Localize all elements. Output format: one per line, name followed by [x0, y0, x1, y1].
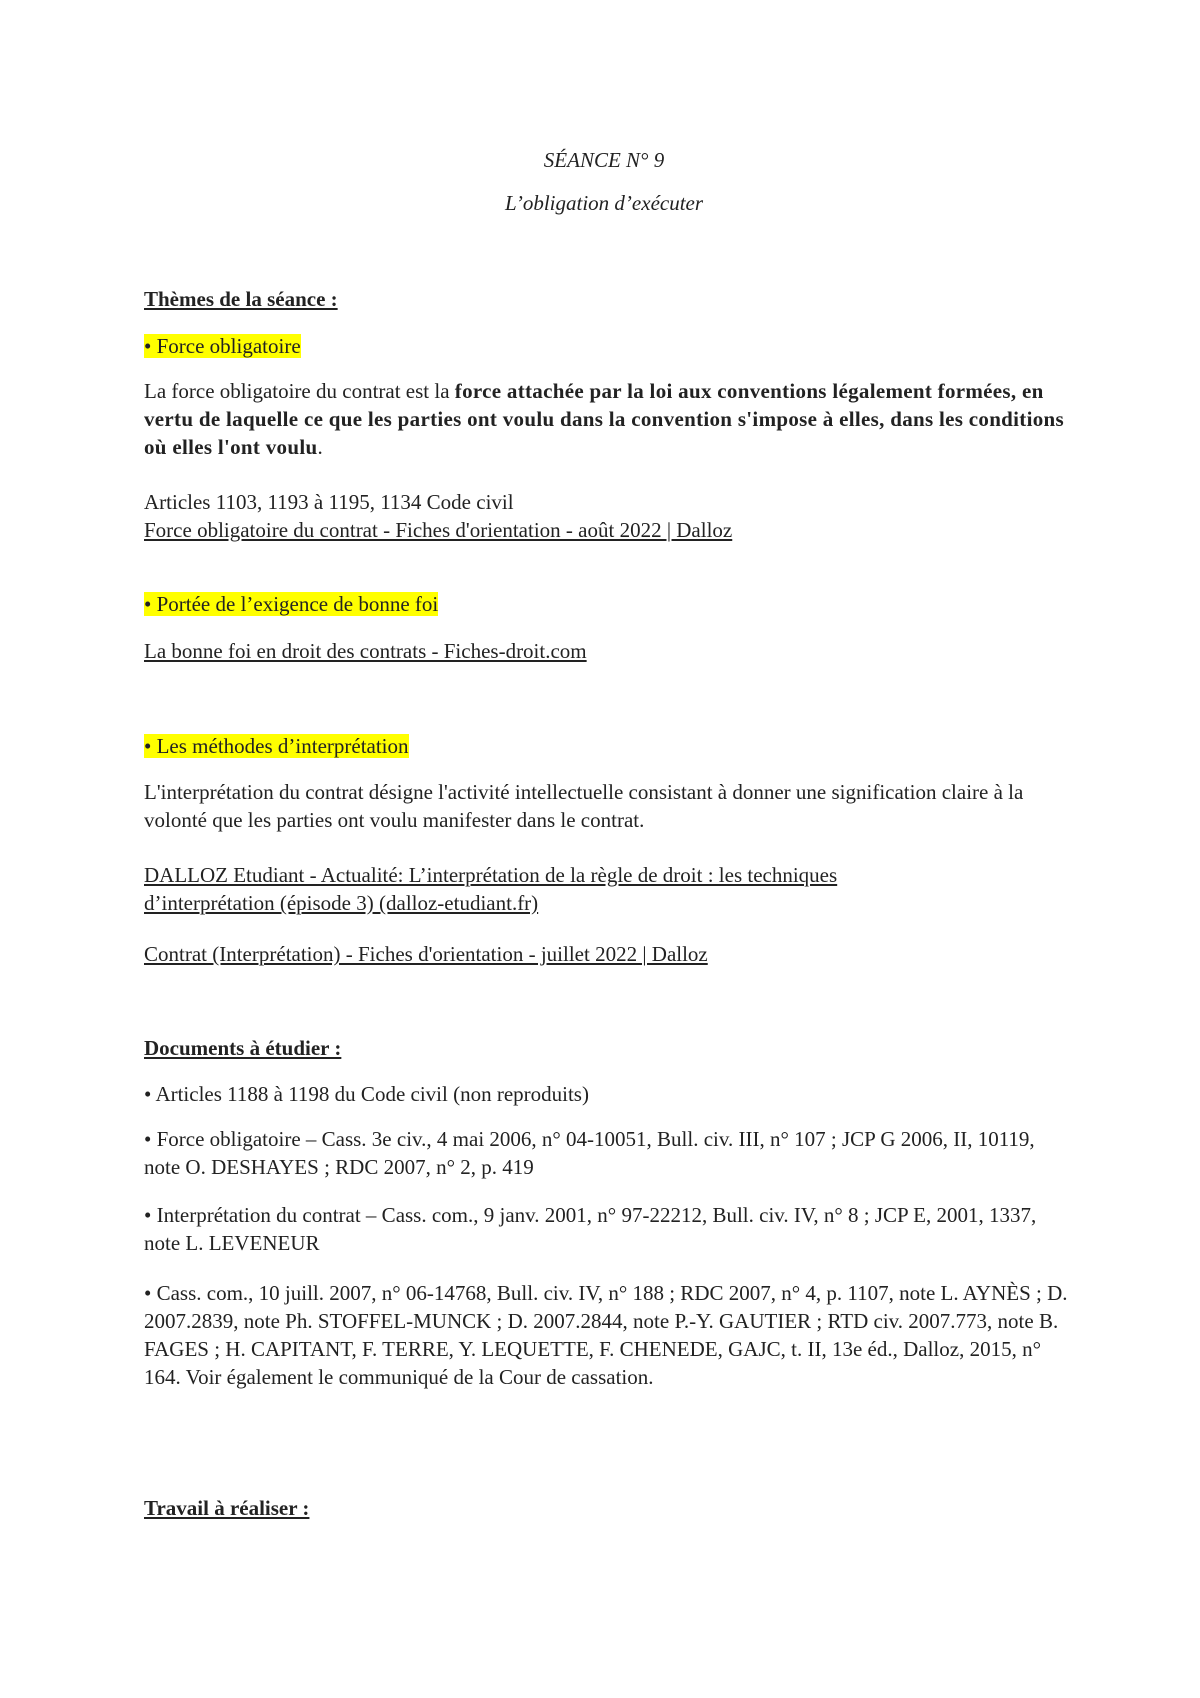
travail-heading: Travail à réaliser :	[144, 1496, 310, 1520]
bonne-foi-link[interactable]: La bonne foi en droit des contrats - Fiches-droit.com	[144, 639, 587, 663]
interpretation-definition: L'interprétation du contrat désigne l'activité intellectuelle consistant à donner une signification claire à la volonté que les parties ont voulu manifester dans le contrat.	[144, 780, 1024, 832]
document-subtitle: L’obligation d’exécuter	[504, 191, 704, 215]
contrat-interpretation-link[interactable]: Contrat (Interprétation) - Fiches d'orientation - juillet 2022 | Dalloz	[144, 942, 708, 966]
documents-heading: Documents à étudier :	[144, 1036, 342, 1060]
theme-interpretation-title-text: • Les méthodes d’interprétation	[144, 734, 409, 758]
document-item: • Force obligatoire – Cass. 3e civ., 4 mai 2006, n° 04-10051, Bull. civ. III, n° 107 ; JCP G 2006, II, 10119, note O. DESHAYES ; RDC 2007, n° 2, p. 419	[144, 1127, 1035, 1179]
theme-force-title	[144, 332, 301, 360]
theme-bonne-foi-title-text: • Portée de l’exigence de bonne foi	[144, 592, 439, 616]
force-definition-plain: La force obligatoire du contrat est la	[144, 379, 455, 403]
seance-title: SÉANCE N° 9	[543, 148, 665, 172]
force-definition-end: .	[317, 435, 323, 459]
force-definition-bold: force attachée par la loi aux conventions légalement formées, en vertu de laquelle ce que les parties ont voulu dans la convention s'impose à elles, dans les conditions où elles l'ont voulu	[144, 379, 1064, 459]
themes-heading: Thèmes de la séance :	[144, 287, 338, 311]
theme-interpretation-title	[144, 732, 409, 760]
document-item: • Cass. com., 10 juill. 2007, n° 06-14768, Bull. civ. IV, n° 188 ; RDC 2007, n° 4, p. 1107, note L. AYNÈS ; D. 2007.2839, note Ph. STOFFEL-MUNCK ; D. 2007.2844, note P.-Y. GAUTIER ; RTD civ. 2007.773, note B. FAGES ; H. CAPITANT, F. TERRE, Y. LEQUETTE, F. CHENEDE, GAJC, t. II, 13e éd., Dalloz, 2015, n° 164. Voir également le communiqué de la Cour de cassation.	[144, 1281, 1068, 1389]
document-item: • Articles 1188 à 1198 du Code civil (non reproduits)	[144, 1082, 589, 1106]
force-definition	[144, 377, 1074, 461]
document-item: • Interprétation du contrat – Cass. com., 9 janv. 2001, n° 97-22212, Bull. civ. IV, n° 8 ; JCP E, 2001, 1337, note L. LEVENEUR	[144, 1203, 1037, 1255]
force-articles: Articles 1103, 1193 à 1195, 1134 Code civil	[144, 490, 514, 514]
theme-force-title-text: • Force obligatoire	[144, 334, 301, 358]
dalloz-etudiant-link[interactable]: DALLOZ Etudiant - Actualité: L’interprétation de la règle de droit : les techniques d’interprétation (épisode 3) (dalloz-etudiant.fr)	[144, 863, 838, 915]
force-dalloz-link[interactable]: Force obligatoire du contrat - Fiches d'orientation - août 2022 | Dalloz	[144, 518, 733, 542]
theme-bonne-foi-title	[144, 590, 438, 618]
